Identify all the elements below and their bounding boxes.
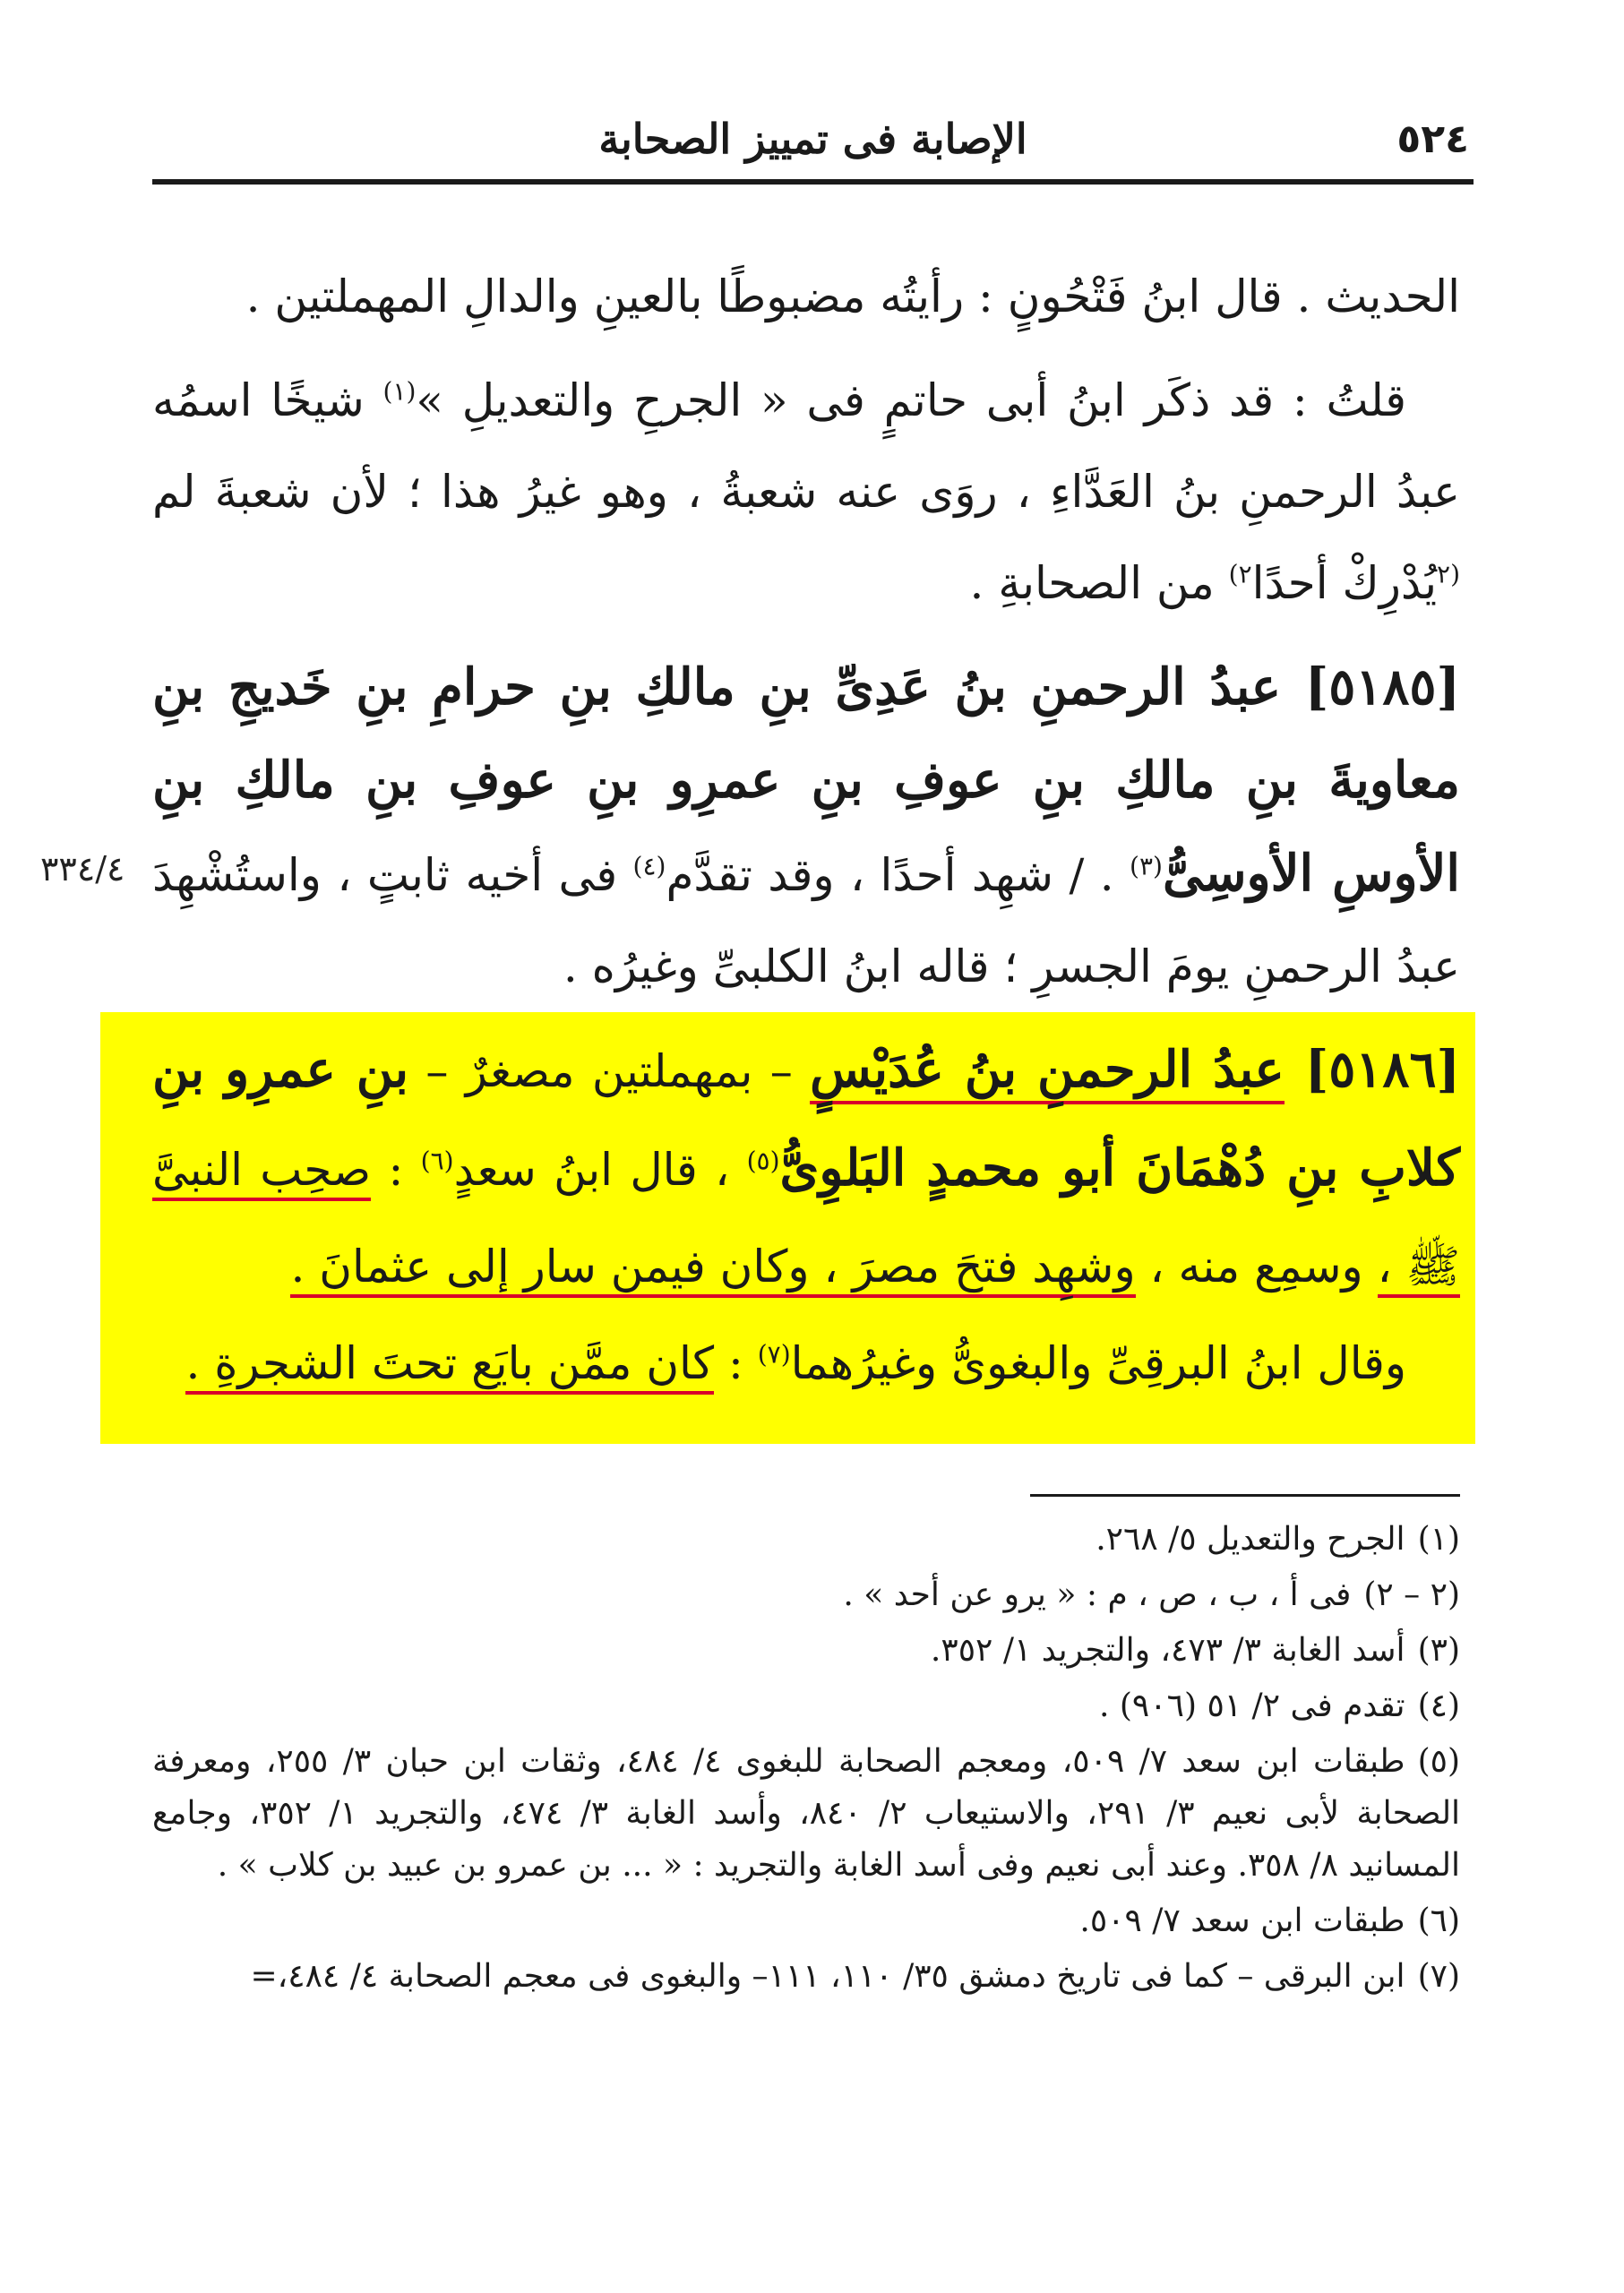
paragraph-2 — [152, 355, 1460, 629]
text-run: الحديث . قال ابنُ فَتْحُونٍ : رأيتُه مضبوطًا بالعينِ والدالِ المهملتين . — [245, 271, 1460, 322]
text-run: يُدْرِكْ أحدًا — [1251, 557, 1438, 609]
entry-5185 — [152, 641, 1460, 1012]
footnote-text: الجرح والتعديل ٥/ ٢٦٨. — [1096, 1521, 1405, 1558]
footnote-number: (٢ – ٢) — [1363, 1576, 1460, 1613]
footnote — [152, 1625, 1460, 1677]
footnote — [152, 1951, 1460, 2003]
entry-heading: [٥١٨٥] عبدُ الرحمنِ بنُ عَدِىِّ بنِ مالكِ بنِ حرامِ بنِ خَديجِ بنِ معاويةَ بنِ مالكِ بنِ عوفِ بنِ عمرِو بنِ عوفِ بنِ مالكِ بنِ الأوسِ الأوسِىُّ — [152, 657, 1460, 903]
entry-name: عبدُ الرحمنِ بنُ عُدَيْسٍ — [810, 1040, 1285, 1104]
text-run: – بمهملتين مصغرٌ – — [408, 1045, 811, 1097]
footnote-text: طبقات ابن سعد ٧/ ٥٠٩. — [1079, 1902, 1405, 1939]
footnote-text: طبقات ابن سعد ٧/ ٥٠٩، ومعجم الصحابة للبغوى ٤/ ٤٨٤، وثقات ابن حبان ٣/ ٢٥٥، ومعرفة الصحابة لأبى نعيم ٣/ ٢٩١، والاستيعاب ٢/ ٨٤٠، وأسد الغابة ٣/ ٤٧٤، والتجريد ١/ ٣٥٢، وجامع المسانيد ٨/ ٣٥٨. وعند أبى نعيم وفى أسد الغابة والتجريد : « ... بن عمرو بن عبيد بن كلاب » . — [152, 1743, 1461, 1884]
footnote-number: (٧) — [1417, 1958, 1460, 1995]
footnote-marker: (٦) — [420, 1146, 454, 1176]
text-run: : — [714, 1337, 758, 1389]
footnote-marker: (٣) — [1130, 851, 1163, 881]
underlined-phrase: كان ممَّن بايَع تحتَ الشجرةِ . — [185, 1337, 714, 1395]
footnote-number: (١) — [1417, 1521, 1460, 1558]
text-run: ، قال ابنُ سعدٍ — [453, 1144, 747, 1196]
running-header — [157, 107, 1469, 170]
footnote — [152, 1514, 1460, 1566]
entry-5186-paragraph — [152, 1021, 1460, 1315]
footnote-number: (٥) — [1417, 1743, 1460, 1780]
header-rule — [152, 179, 1474, 185]
footnote — [152, 1895, 1460, 1947]
footnote-text: تقدم فى ٢/ ٥١ (٩٠٦) . — [1098, 1688, 1405, 1724]
footnote-text: ابن البرقى – كما فى تاريخ دمشق ٣٥/ ١١٠، ١١١– والبغوى فى معجم الصحابة ٤/ ٤٨٤،= — [250, 1958, 1405, 1995]
footnote — [152, 1680, 1460, 1732]
paragraph-1 — [152, 251, 1460, 342]
underlined-phrase: وشهِد فتحَ مصرَ ، وكان فيمن سار إلى عثمانَ . — [290, 1241, 1135, 1298]
underlined-phrase: صحِب النبىَّ ﷺ ، — [152, 1144, 1460, 1298]
text-run: فى أخيه ثابتٍ ، واستُشْهِدَ عبدُ الرحمنِ يومَ الجسرِ ؛ قاله ابنُ الكلبىِّ وغيرُه . — [152, 849, 1460, 992]
book-title: الإصابة فى تمييز الصحابة — [598, 115, 1027, 163]
text-run: وسمِع منه ، — [1135, 1241, 1378, 1292]
text-run: من الصحابةِ . — [969, 557, 1229, 609]
main-text — [152, 251, 1460, 1012]
footnote-number: (٤) — [1417, 1688, 1460, 1724]
lineage: بنِ عمرِو بنِ كلابِ بنِ دُهْمَانَ أبو محمدٍ البَلوِىُّ — [152, 1040, 1460, 1198]
footnote-text: فى أ ، ب ، ص ، م : « يرو عن أحد » . — [843, 1576, 1352, 1613]
text-run: . / شهِد أحدًا ، وقد تقدَّم — [666, 849, 1130, 901]
footnotes — [152, 1514, 1460, 2006]
footnote-marker: (٥) — [746, 1146, 780, 1176]
footnote — [152, 1569, 1460, 1621]
text-run: شيخًا اسمُه عبدُ الرحمنِ بنُ العَدَّاءِ ، روَى عنه شعبةُ ، وهو غيرُ هذا ؛ لأن شعبةَ لم — [152, 374, 1460, 518]
footnote — [152, 1736, 1460, 1892]
margin-reference: ٣٣٤/٤ — [40, 849, 125, 889]
footnote-rule — [1030, 1494, 1460, 1497]
entry-5186 — [152, 1021, 1460, 1412]
entry-number: [٥١٨٦] — [1284, 1040, 1461, 1099]
footnote-text: أسد الغابة ٣/ ٤٧٣، والتجريد ١/ ٣٥٢. — [930, 1632, 1405, 1669]
footnote-marker: (٧) — [757, 1339, 791, 1370]
text-run: : — [371, 1144, 421, 1196]
footnote-number: (٦) — [1417, 1902, 1460, 1939]
text-run: وقال ابنُ البرقِىِّ والبغوىُّ وغيرُهما — [790, 1337, 1406, 1389]
footnote-marker: ٢) — [1228, 559, 1252, 589]
footnote-marker: (٤) — [632, 851, 666, 881]
footnote-marker: (١) — [382, 376, 417, 407]
entry-5186-paragraph-2 — [152, 1315, 1460, 1412]
page-number: ٥٢٤ — [1396, 116, 1469, 162]
text-run: قلتُ : قد ذكَر ابنُ أبى حاتمٍ فى « الجرحِ والتعديلِ » — [416, 374, 1406, 426]
footnote-number: (٣) — [1417, 1632, 1460, 1669]
footnote-marker: (٢ — [1437, 559, 1460, 589]
